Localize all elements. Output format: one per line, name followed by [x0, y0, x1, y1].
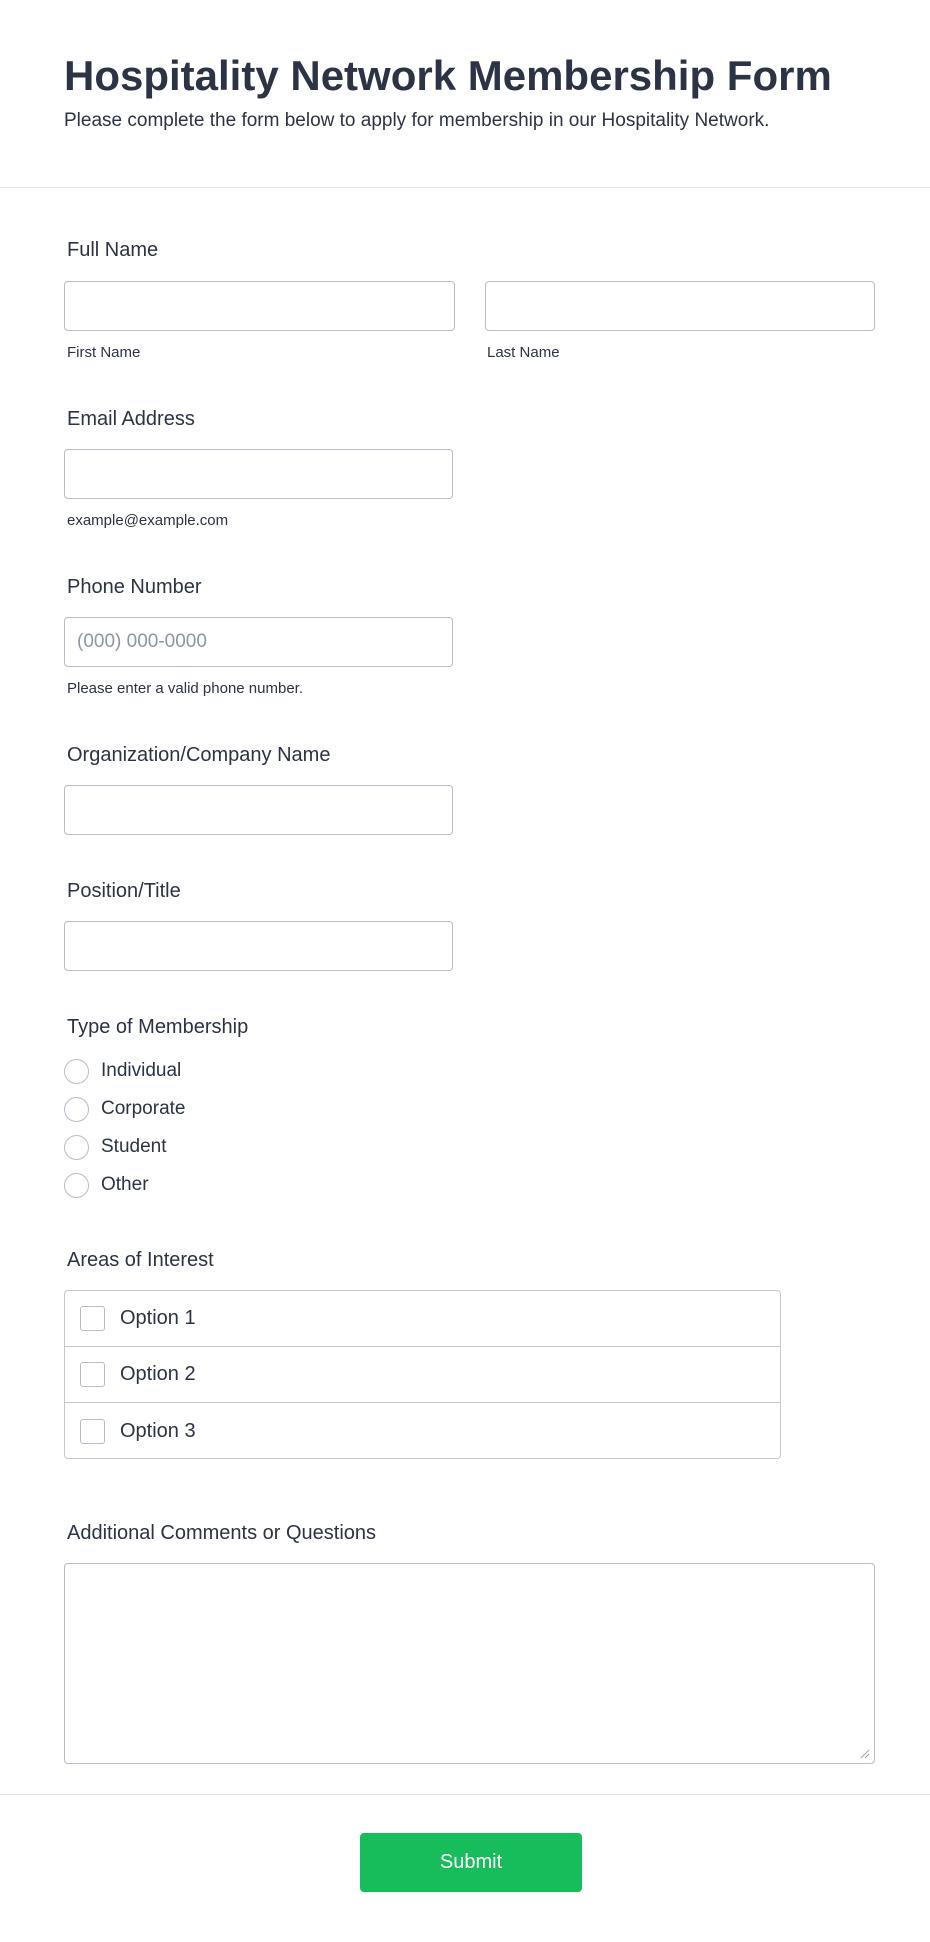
- radio-button[interactable]: [64, 1135, 89, 1160]
- comments-label: Additional Comments or Questions: [67, 1522, 377, 1544]
- checkbox-option-2[interactable]: [65, 1347, 780, 1403]
- radio-option-other[interactable]: [64, 1171, 149, 1199]
- checkbox-option-3[interactable]: [65, 1403, 780, 1459]
- checkbox-label: Option 1: [120, 1307, 196, 1329]
- checkbox[interactable]: [80, 1419, 105, 1444]
- organization-input[interactable]: [64, 785, 453, 835]
- comments-textarea[interactable]: [64, 1563, 875, 1764]
- email-label: Email Address: [67, 408, 195, 430]
- form-header: [0, 0, 930, 188]
- first-name-input[interactable]: [64, 281, 455, 331]
- radio-label: Other: [101, 1174, 149, 1195]
- email-input[interactable]: [64, 449, 453, 499]
- position-label: Position/Title: [67, 880, 181, 902]
- submit-button[interactable]: Submit: [360, 1833, 582, 1892]
- radio-option-student[interactable]: [64, 1133, 167, 1161]
- last-name-sublabel: Last Name: [487, 344, 560, 361]
- position-input[interactable]: [64, 921, 453, 971]
- interests-label: Areas of Interest: [67, 1249, 214, 1271]
- email-sublabel: example@example.com: [67, 512, 229, 529]
- checkbox[interactable]: [80, 1306, 105, 1331]
- radio-option-corporate[interactable]: [64, 1095, 186, 1123]
- interests-checkbox-group: [64, 1290, 781, 1459]
- checkbox-option-1[interactable]: [65, 1291, 780, 1347]
- radio-button[interactable]: [64, 1173, 89, 1198]
- radio-option-individual[interactable]: [64, 1057, 181, 1085]
- checkbox-label: Option 3: [120, 1419, 196, 1442]
- first-name-sublabel: First Name: [67, 344, 141, 361]
- full-name-label: Full Name: [67, 239, 159, 261]
- membership-type-label: Type of Membership: [67, 1016, 249, 1038]
- radio-button[interactable]: [64, 1059, 89, 1084]
- last-name-input[interactable]: [485, 281, 875, 331]
- form-subtitle: Please complete the form below to apply for membership in our Hospitality Network.: [64, 110, 770, 131]
- phone-sublabel: Please enter a valid phone number.: [67, 680, 303, 697]
- form-title: Hospitality Network Membership Form: [64, 52, 832, 99]
- phone-input[interactable]: [64, 617, 453, 667]
- checkbox-label: Option 2: [120, 1363, 196, 1385]
- radio-label: Student: [101, 1136, 167, 1157]
- checkbox[interactable]: [80, 1362, 105, 1387]
- radio-label: Individual: [101, 1060, 182, 1081]
- phone-label: Phone Number: [67, 576, 202, 598]
- radio-label: Corporate: [101, 1098, 186, 1119]
- organization-label: Organization/Company Name: [67, 744, 331, 766]
- radio-button[interactable]: [64, 1097, 89, 1122]
- resize-grip-icon[interactable]: [860, 1749, 870, 1759]
